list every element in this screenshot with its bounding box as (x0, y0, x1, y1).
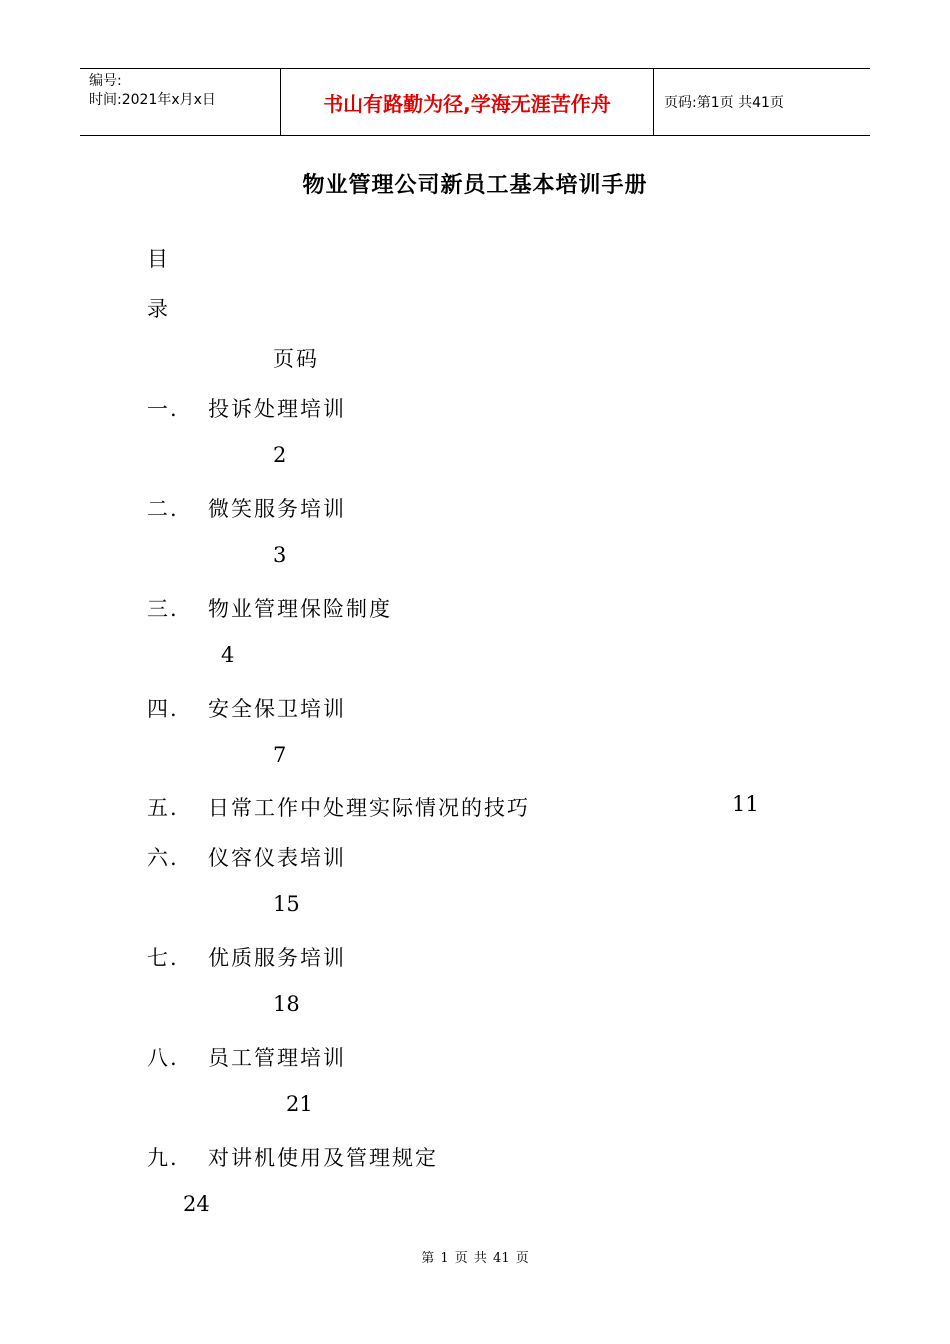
toc-item-index: 七. (147, 946, 179, 970)
page-header (80, 68, 870, 136)
header-meta (80, 69, 281, 135)
toc-item-index: 八. (147, 1046, 179, 1070)
toc-item-page[interactable]: 21 (286, 1092, 313, 1116)
toc-item-page[interactable]: 4 (221, 643, 235, 667)
toc-item-label[interactable]: 微笑服务培训 (208, 497, 346, 521)
page-footer: 第 1 页 共 41 页 (421, 1251, 529, 1266)
toc-item-label[interactable]: 优质服务培训 (208, 946, 346, 970)
toc-item-page[interactable]: 2 (273, 443, 287, 467)
toc-heading-2: 录 (147, 297, 170, 321)
toc-item-page[interactable]: 7 (273, 743, 287, 767)
toc-page-label: 页码 (273, 347, 319, 371)
toc-heading-1: 目 (147, 247, 170, 271)
header-motto: 书山有路勤为径,学海无涯苦作舟 (281, 69, 654, 135)
toc-item-label[interactable]: 安全保卫培训 (208, 697, 346, 721)
toc-item-label[interactable]: 日常工作中处理实际情况的技巧 (208, 796, 530, 820)
toc-item-index: 六. (147, 846, 179, 870)
toc-item-label[interactable]: 员工管理培训 (208, 1046, 346, 1070)
header-number: 编号: (89, 73, 122, 89)
toc-item-label[interactable]: 投诉处理培训 (208, 397, 346, 421)
toc-item-page[interactable]: 24 (183, 1192, 210, 1216)
toc-item-index: 五. (147, 796, 179, 820)
toc-item-page[interactable]: 11 (732, 792, 759, 816)
toc-item-page[interactable]: 3 (273, 543, 287, 567)
toc-item-label[interactable]: 仪容仪表培训 (208, 846, 346, 870)
header-time: 时间:2021年x月x日 (89, 92, 216, 108)
toc-item-index: 一. (147, 397, 179, 421)
toc-item-page[interactable]: 18 (273, 992, 300, 1016)
toc-item-label[interactable]: 物业管理保险制度 (208, 597, 392, 621)
toc-item-label[interactable]: 对讲机使用及管理规定 (208, 1146, 438, 1170)
toc-item-index: 二. (147, 497, 179, 521)
toc-item-index: 四. (147, 697, 179, 721)
toc-item-index: 九. (147, 1146, 179, 1170)
header-page-info: 页码:第1页 共41页 (664, 95, 784, 111)
document-title: 物业管理公司新员工基本培训手册 (302, 172, 648, 198)
toc-item-page[interactable]: 15 (273, 892, 300, 916)
toc-item-index: 三. (147, 597, 179, 621)
